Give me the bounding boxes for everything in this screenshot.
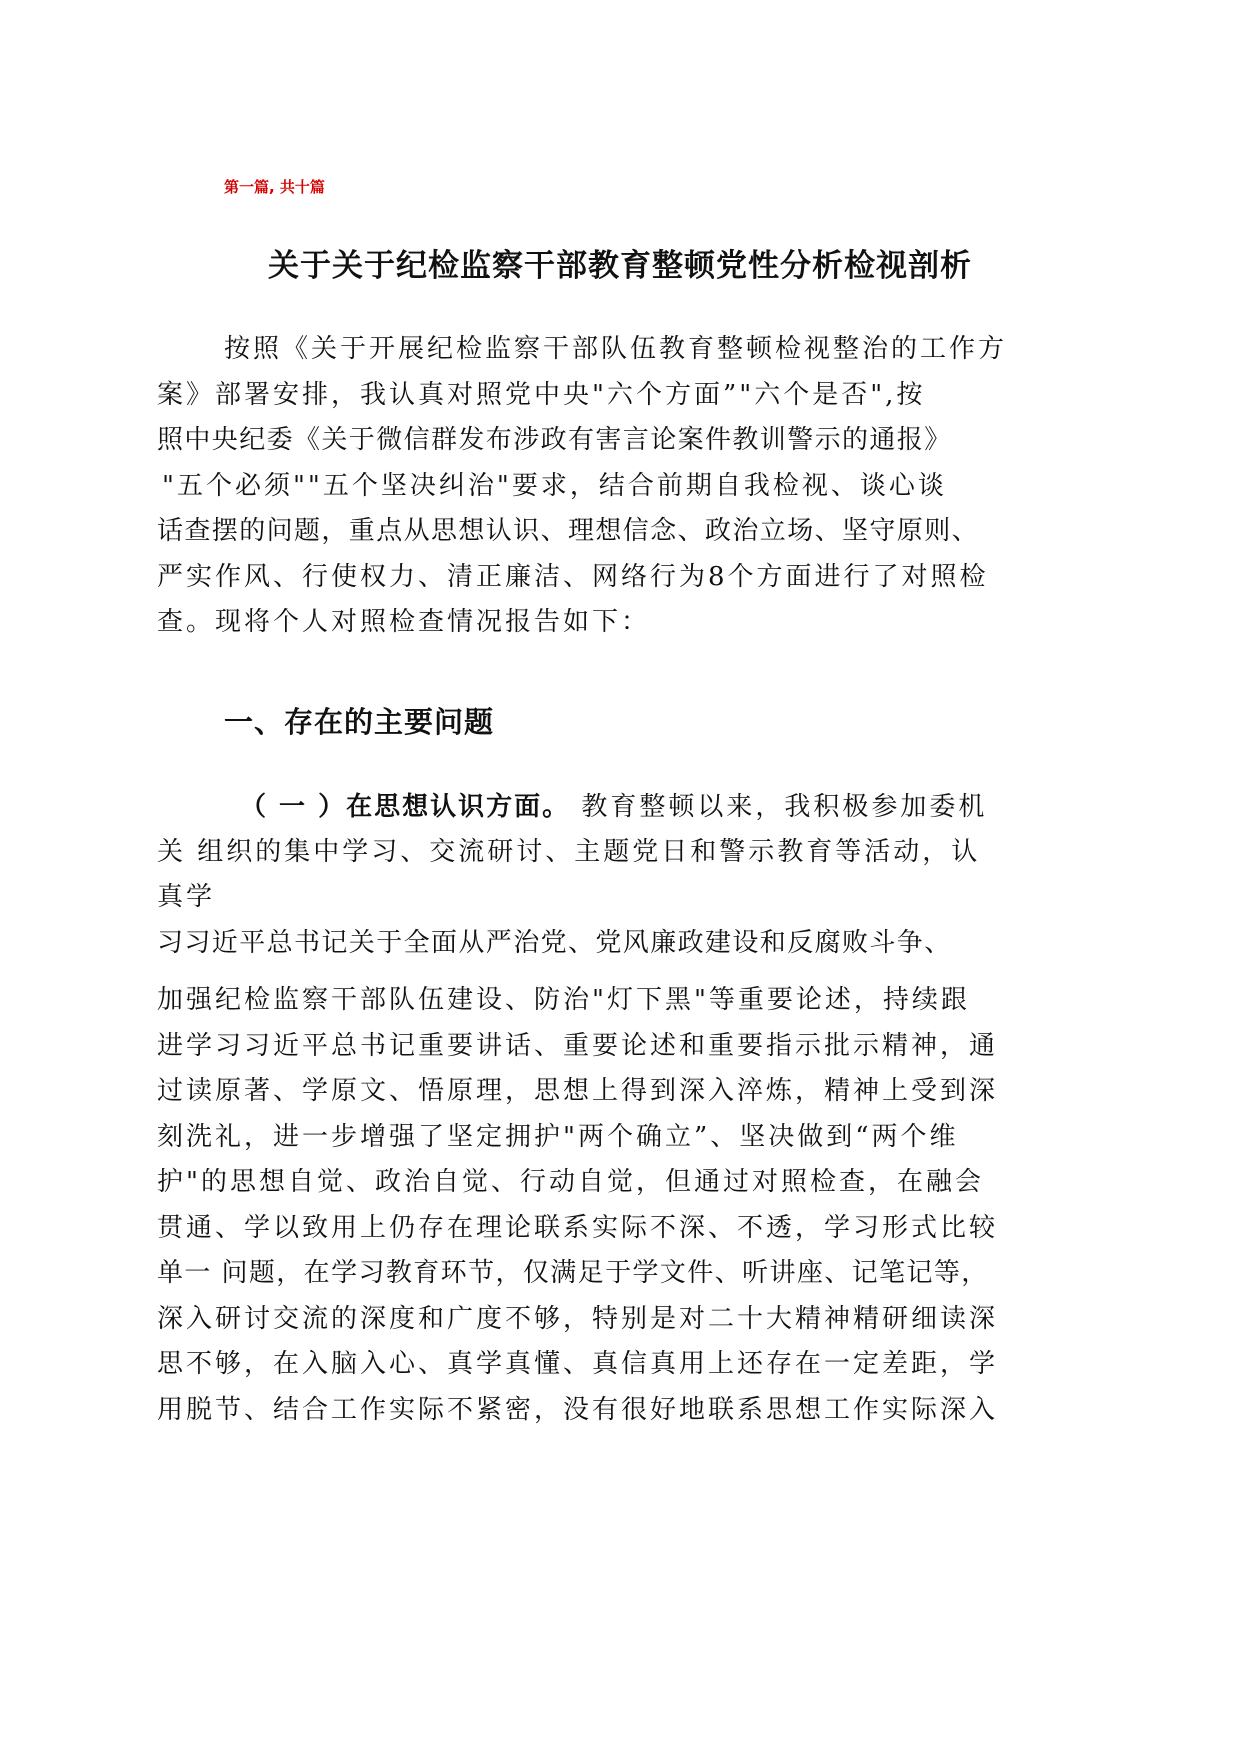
body-line: 深入研讨交流的深度和广度不够，特别是对二十大精神精研细读深 — [157, 1304, 999, 1334]
subsection-lead-text: 教育整顿以来，我积极参加委机 — [570, 792, 988, 822]
body-line: 加强纪检监察干部队伍建设、防治"灯下黑"等重要论述，持续跟 — [157, 985, 970, 1015]
body-line: 思不够，在入脑入心、真学真懂、真信真用上还存在一定差距，学 — [157, 1349, 999, 1379]
page-counter-label: 第一篇, 共十篇 — [224, 178, 325, 196]
body-line: 单一 问题，在学习教育环节，仅满足于学文件、听讲座、记笔记等， — [157, 1258, 989, 1288]
body-line: 刻洗礼，进一步增强了坚定拥护"两个确立”、坚决做到“两个维 — [157, 1122, 959, 1152]
body-line: 关 组织的集中学习、交流研讨、主题党日和警示教育等活动，认 — [157, 837, 981, 867]
intro-line: "五个必须""五个坚决纠治"要求，结合前期自我检视、谈心谈 — [162, 471, 947, 501]
intro-line: 按照《关于开展纪检监察干部队伍教育整顿检视整治的工作方 — [224, 334, 1008, 364]
body-line: 习习近平总书记关于全面从严治党、党风廉政建设和反腐败斗争、 — [157, 928, 952, 958]
body-line: 贯通、学以致用上仍存在理论联系实际不深、不透，学习形式比较 — [157, 1213, 999, 1243]
intro-line: 严实作风、行使权力、清正廉洁、网络行为8个方面进行了对照检 — [157, 562, 989, 592]
subsection-first-line — [240, 790, 987, 824]
subsection-heading: （ 一 ）在思想认识方面。 — [240, 792, 571, 822]
body-line: 真学 — [157, 882, 216, 912]
intro-line: 照中央纪委《关于微信群发布涉政有害言论案件教训警示的通报》 — [157, 425, 952, 455]
intro-line: 案》部署安排，我认真对照党中央"六个方面”"六个是否",按 — [157, 380, 926, 410]
body-line: 进学习习近平总书记重要讲话、重要论述和重要指示批示精神，通 — [157, 1031, 999, 1061]
document-title: 关于关于纪检监察干部教育整顿党性分析检视剖析 — [268, 248, 972, 284]
body-line: 过读原著、学原文、悟原理，思想上得到深入淬炼，精神上受到深 — [157, 1076, 999, 1106]
intro-line: 话查摆的问题，重点从思想认识、理想信念、政治立场、坚守原则、 — [157, 516, 980, 546]
intro-line: 查。现将个人对照检查情况报告如下： — [157, 607, 651, 637]
section-heading: 一、存在的主要问题 — [224, 705, 495, 739]
body-line: 用脱节、结合工作实际不紧密，没有很好地联系思想工作实际深入 — [157, 1395, 999, 1425]
body-line: 护"的思想自觉、政治自觉、行动自觉，但通过对照检查，在融会 — [157, 1167, 984, 1197]
